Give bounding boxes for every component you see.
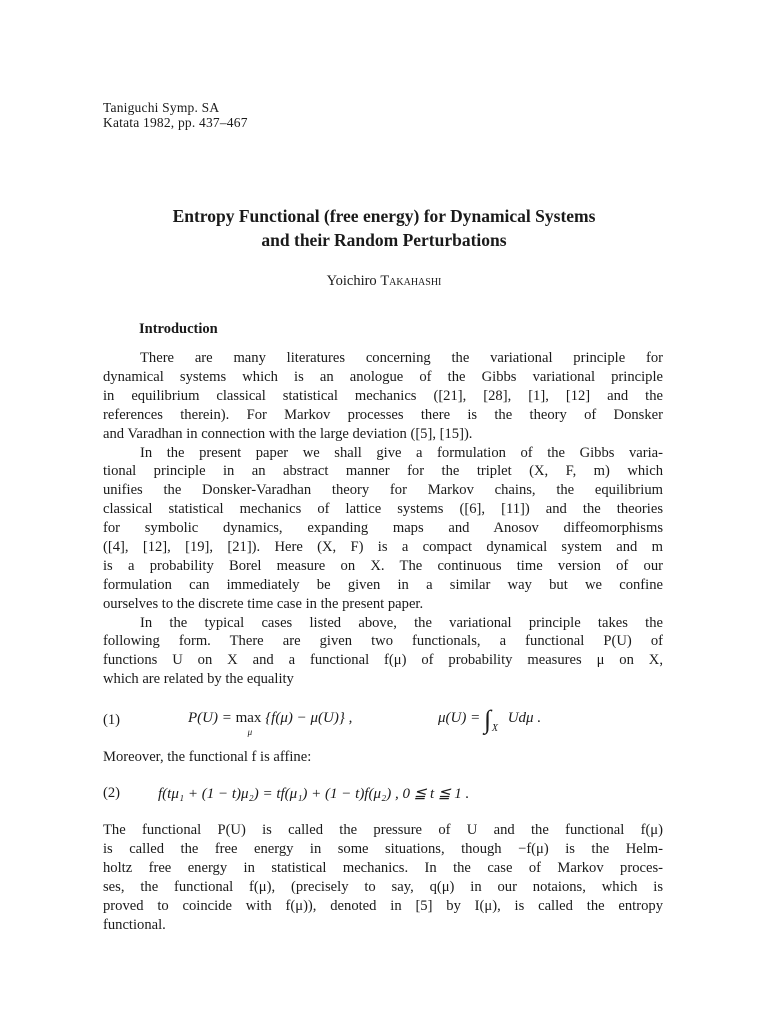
paragraph-3 [103, 614, 663, 690]
max-operator: max μ [235, 710, 262, 737]
author-last-name: Takahashi [380, 273, 442, 289]
paper-title-line1: Entropy Functional (free energy) for Dynamical Systems [172, 206, 596, 226]
text-line: which are related by the equality [103, 671, 294, 688]
integral-sign: ∫ [483, 705, 492, 734]
running-header-line1: Taniguchi Symp. SA [103, 100, 220, 115]
paragraph-4 [103, 821, 663, 934]
moreover-line: Moreover, the functional f is affine: [103, 749, 312, 765]
text-line: There are many literatures concerning the variational principle for [140, 350, 663, 366]
paragraph-2 [103, 444, 663, 614]
paragraph-1 [103, 349, 663, 444]
text-line: following form. There are given two functionals, a functional P(U) of [103, 633, 663, 650]
equation-1-rhs: {f(μ) − μ(U)} , [265, 710, 353, 726]
equation-2-number: (2) [103, 785, 121, 801]
integral-subscript: X [491, 723, 498, 734]
text-line: proved to coincide with f(μ)), denoted in [5] by I(μ), is called the entropy [103, 897, 663, 914]
section-heading: Introduction [139, 321, 218, 337]
integrand: Udμ . [507, 710, 542, 726]
text-line: holtz free energy in statistical mechanics. In the case of Markov proces- [103, 859, 663, 876]
max-subscript: μ [247, 727, 253, 737]
text-line: for symbolic dynamics, expanding maps and Anosov diffeomorphisms [103, 520, 663, 537]
paper-title-line2: and their Random Perturbations [261, 230, 507, 250]
text-line: functions U on X and a functional f(μ) of probability measures μ on X, [103, 652, 663, 669]
text-line: The functional P(U) is called the pressure of U and the functional f(μ) [103, 822, 663, 838]
text-line: is a probability Borel measure on X. The continuous time version of our [103, 557, 663, 574]
author-name [0, 273, 768, 290]
equation-1 [188, 710, 353, 737]
text-line: functional. [103, 916, 166, 933]
text-line: unifies the Donsker-Varadhan theory for Markov chains, the equilibrium [103, 482, 663, 499]
text-line: ([4], [12], [19], [21]). Here (X, F) is a compact dynamical system and m [103, 539, 663, 556]
text-line: is called the free energy in some situations, though −f(μ) is the Helm- [103, 840, 663, 857]
text-line: formulation can immediately be given in a similar way but we confine [103, 576, 663, 593]
equation-2: f(tμ₁ + (1 − t)μ₂) = tf(μ₁) + (1 − t)f(μ₂) , 0 ≦ t ≦ 1 . [158, 786, 470, 802]
text-line: ourselves to the discrete time case in the present paper. [103, 595, 424, 612]
equation-1-second-lhs: μ(U) = [438, 710, 484, 726]
text-line: dynamical systems which is an anologue of the Gibbs variational principle [103, 368, 663, 385]
text-line: ses, the functional f(μ), (precisely to say, q(μ) in our notaions, which is [103, 878, 663, 895]
text-line: references therein). For Markov processes there is the theory of Donsker [103, 406, 663, 423]
text-line: In the present paper we shall give a formulation of the Gibbs varia- [140, 444, 663, 461]
equation-1-lhs: P(U) = [188, 710, 236, 726]
author-first-name: Yoichiro [326, 273, 377, 289]
running-header-line2: Katata 1982, pp. 437–467 [103, 115, 248, 130]
text-line: in equilibrium classical statistical mechanics ([21], [28], [1], [12] and the [103, 387, 663, 404]
text-line: In the typical cases listed above, the variational principle takes the [140, 614, 663, 631]
text-line: tional principle in an abstract manner for the triplet (X, F, m) which [103, 463, 663, 480]
equation-1-integral [438, 705, 541, 735]
equation-1-number: (1) [103, 712, 121, 728]
text-line: classical statistical mechanics of lattice systems ([6], [11]) and the theories [103, 501, 663, 518]
text-line: and Varadhan in connection with the large deviation ([5], [15]). [103, 425, 473, 442]
